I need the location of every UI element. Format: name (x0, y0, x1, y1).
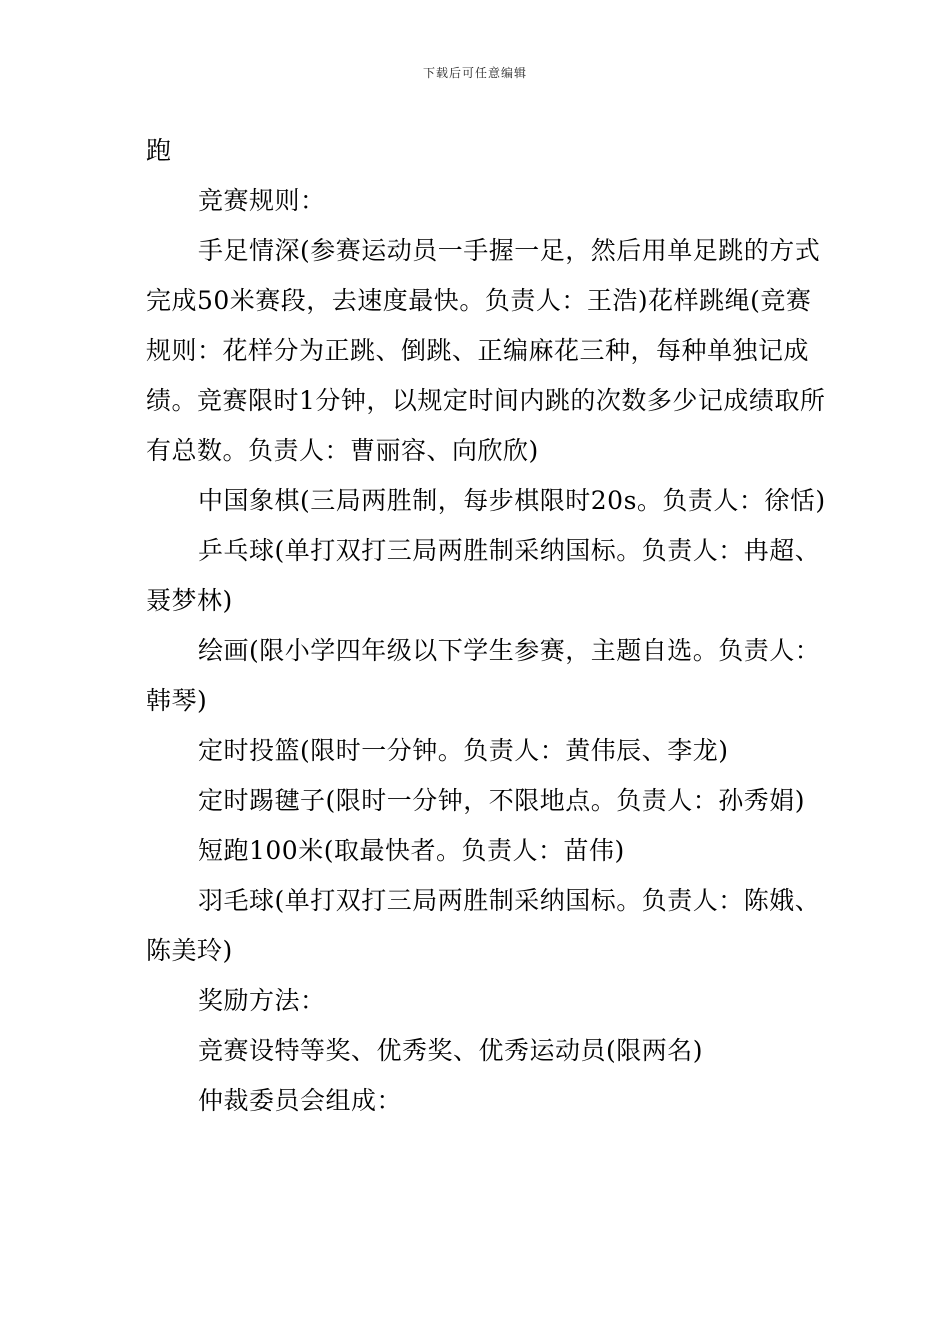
paragraph-rules-heading: 竞赛规则： (198, 186, 326, 215)
paragraph-timed-shooting: 定时投篮(限时一分钟。负责人：黄伟辰、李龙) (198, 736, 729, 765)
document-body (146, 126, 826, 1126)
page-header: 下载后可任意编辑 (422, 66, 527, 80)
paragraph-sprint-100m: 短跑100米(取最快者。负责人：苗伟) (198, 836, 625, 865)
paragraph-hand-foot-and-rope: 手足情深(参赛运动员一手握一足，然后用单足跳的方式完成50米赛段，去速度最快。负责人：王浩)花样跳绳(竞赛规则：花样分为正跳、倒跳、正编麻花三种，每种单独记成绩。竞赛限时1分钟，以规定时间内跳的次数多少记成绩取所有总数。负责人：曹丽容、向欣欣) (146, 236, 826, 465)
paragraph-shuttlecock-kicking: 定时踢毽子(限时一分钟，不限地点。负责人：孙秀娟) (198, 786, 806, 815)
paragraph-awards-heading: 奖励方法： (198, 986, 326, 1015)
paragraph-badminton: 羽毛球(单打双打三局两胜制采纳国标。负责人：陈娥、陈美玲) (146, 886, 821, 965)
paragraph-table-tennis: 乒乓球(单打双打三局两胜制采纳国标。负责人：冉超、聂梦林) (146, 536, 821, 615)
paragraph-chinese-chess: 中国象棋(三局两胜制，每步棋限时20s。负责人：徐恬) (198, 486, 826, 515)
paragraph-run-fragment: 跑 (146, 136, 172, 165)
paragraph-awards-detail: 竞赛设特等奖、优秀奖、优秀运动员(限两名) (198, 1036, 704, 1065)
paragraph-arbitration-heading: 仲裁委员会组成： (198, 1086, 403, 1115)
paragraph-painting: 绘画(限小学四年级以下学生参赛，主题自选。负责人：韩琴) (146, 636, 821, 715)
